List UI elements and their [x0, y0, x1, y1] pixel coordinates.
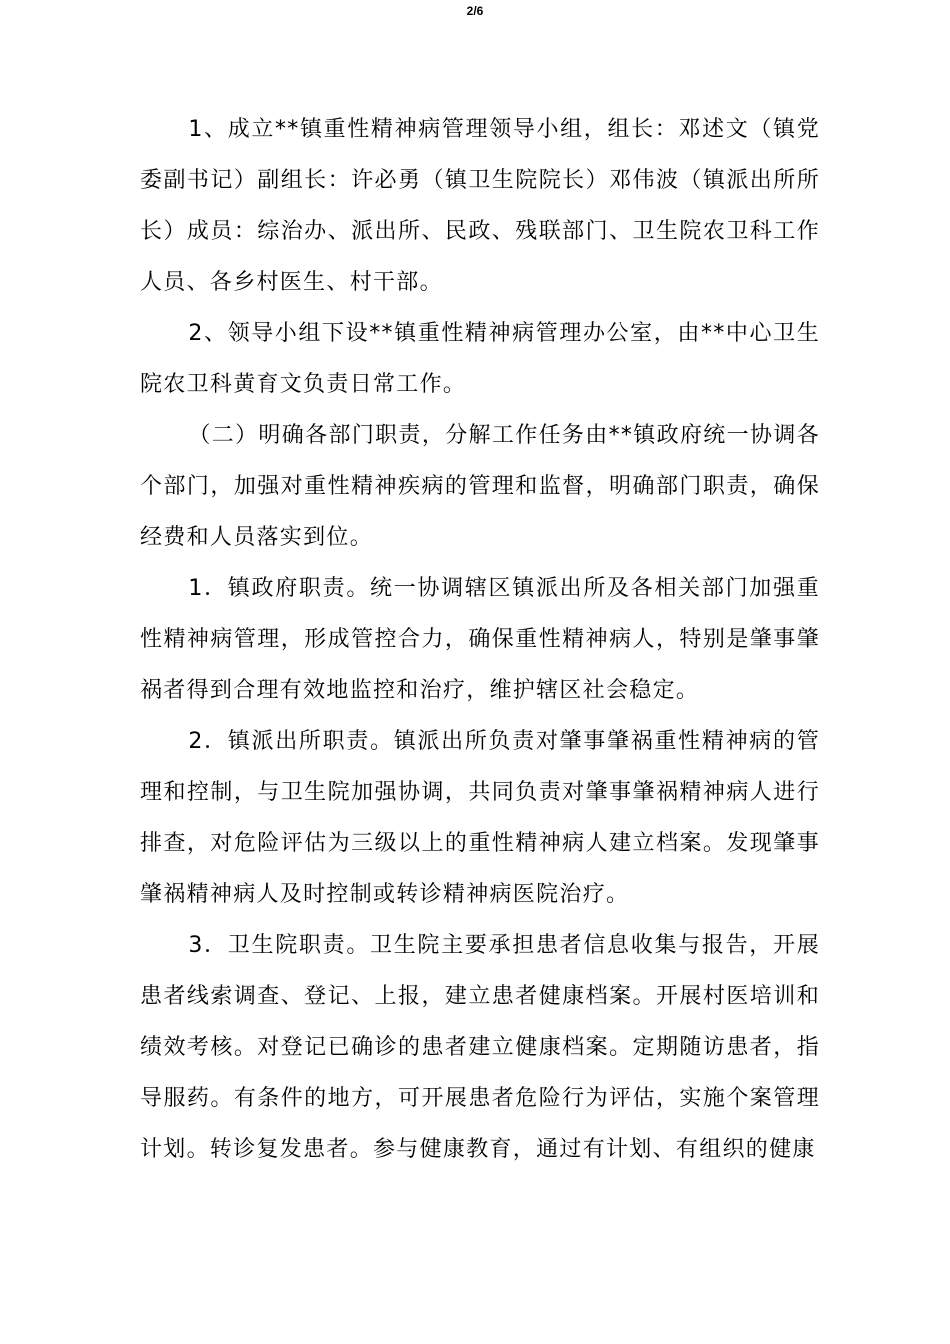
paragraph-health-center-duties: 3．卫生院职责。卫生院主要承担患者信息收集与报告，开展患者线索调查、登记、上报，建立患者健康档案。开展村医培训和绩效考核。对登记已确诊的患者建立健康档案。定期随访患者，指导服药。有条件的地方，可开展患者危险行为评估，实施个案管理计划。转诊复发患者。参与健康教育，通过有计划、有组织的健康: [140, 933, 820, 1162]
paragraph-leadership-group: 1、成立**镇重性精神病管理领导小组，组长：邓述文（镇党委副书记）副组长：许必勇（镇卫生院院长）邓伟波（镇派出所所长）成员：综治办、派出所、民政、残联部门、卫生院农卫科工作人员、各乡村医生、村干部。: [140, 117, 820, 295]
document-body: [140, 104, 820, 1175]
page-number: 2/6: [466, 4, 484, 18]
paragraph-police-station-duties: 2．镇派出所职责。镇派出所负责对肇事肇祸重性精神病的管理和控制，与卫生院加强协调，共同负责对肇事肇祸精神病人进行排查，对危险评估为三级以上的重性精神病人建立档案。发现肇事肇祸精神病人及时控制或转诊精神病医院治疗。: [140, 729, 820, 907]
paragraph-management-office: 2、领导小组下设**镇重性精神病管理办公室，由**中心卫生院农卫科黄育文负责日常工作。: [140, 321, 820, 397]
paragraph-department-duties: （二）明确各部门职责，分解工作任务由**镇政府统一协调各个部门，加强对重性精神疾病的管理和监督，明确部门职责，确保经费和人员落实到位。: [140, 423, 820, 550]
paragraph-town-government-duties: 1．镇政府职责。统一协调辖区镇派出所及各相关部门加强重性精神病管理，形成管控合力，确保重性精神病人，特别是肇事肇祸者得到合理有效地监控和治疗，维护辖区社会稳定。: [140, 576, 820, 703]
